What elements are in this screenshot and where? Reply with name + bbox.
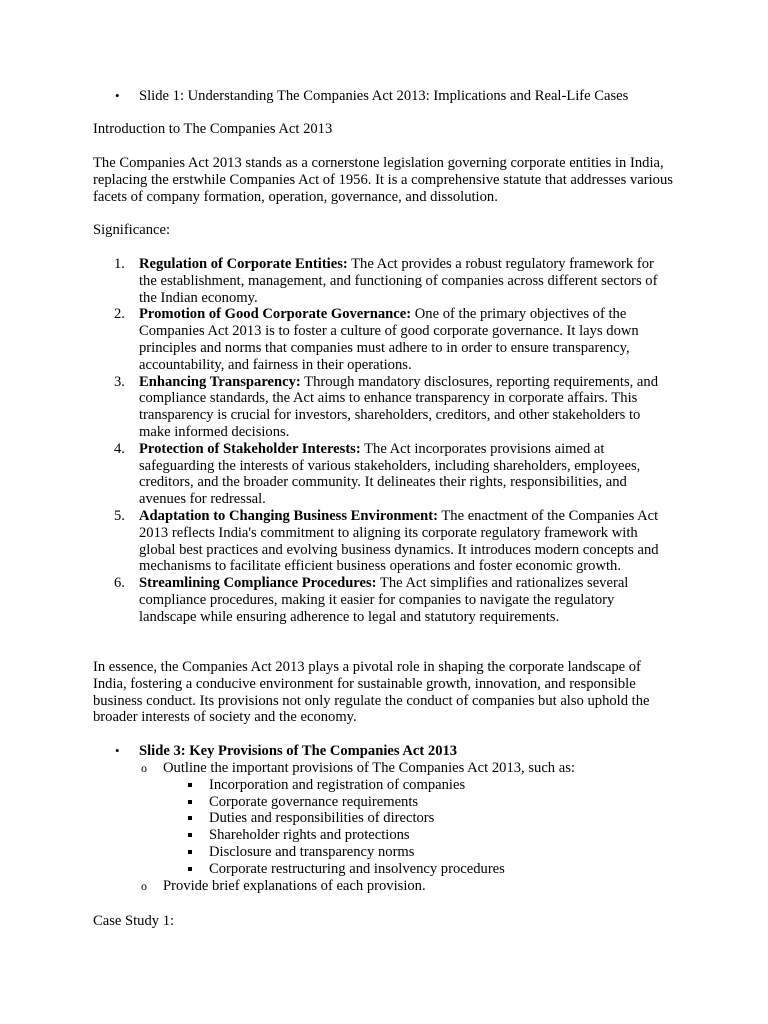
item-title: Promotion of Good Corporate Governance:: [139, 306, 412, 323]
square-bullet-icon: [188, 833, 192, 837]
slide1-list: [93, 88, 683, 105]
item-number: 5.: [114, 507, 125, 524]
item-text: One of the primary objectives of the Companies Act 2013 is to foster a culture of good corporate governance. It lays down principles and norms that companies must adhere to in order to ensure transparency, accountability, and fairness in their operations.: [139, 306, 639, 373]
provision-text: Corporate restructuring and insolvency procedures: [209, 860, 505, 877]
bullet-icon: •: [115, 743, 120, 758]
provision-text: Shareholder rights and protections: [209, 827, 410, 844]
item-number: 6.: [114, 575, 125, 592]
list-item: [139, 760, 729, 878]
item-title: Regulation of Corporate Entities:: [139, 256, 348, 272]
list-item: [185, 844, 729, 861]
item-number: 2.: [114, 306, 125, 323]
item-text: The Act provides a robust regulatory framework for the establishment, management, and functioning of companies across different sectors of the Indian economy.: [139, 256, 658, 306]
square-bullet-icon: [188, 867, 192, 871]
circle-bullet-icon: o: [141, 761, 147, 775]
list-item: [93, 306, 673, 373]
slide3-title: Slide 3: Key Provisions of The Companies Act 2013: [139, 743, 458, 759]
square-bullet-icon: [188, 800, 192, 804]
slide1-item: [93, 88, 683, 105]
item-number: 4.: [114, 440, 125, 457]
square-bullet-icon: [188, 816, 192, 820]
outline-text: Outline the important provisions of The Companies Act 2013, such as:: [163, 760, 575, 776]
provision-text: Corporate governance requirements: [209, 793, 419, 810]
list-item: [93, 374, 673, 441]
provision-text: Incorporation and registration of companies: [209, 776, 466, 793]
provision-text: Duties and responsibilities of directors: [209, 810, 435, 827]
list-item: [139, 878, 729, 895]
significance-list: [93, 256, 673, 626]
item-title: Adaptation to Changing Business Environment:: [139, 507, 438, 524]
significance-label: Significance:: [93, 222, 170, 238]
slide3-sublist: [139, 760, 729, 894]
slide3-list: [93, 743, 683, 760]
item-text: Through mandatory disclosures, reporting requirements, and compliance standards, the Act aims to enhance transparency in corporate affairs. This transparency is crucial for investors, shareholders, creditors, and other stakeholders to make informed decisions.: [139, 373, 658, 440]
provisions-list: [185, 777, 729, 878]
list-item: [93, 575, 673, 625]
item-title: Streamlining Compliance Procedures:: [139, 575, 377, 592]
item-number: 3.: [114, 373, 125, 390]
list-item: [93, 508, 673, 575]
list-item: [185, 861, 729, 878]
item-title: Protection of Stakeholder Interests:: [139, 440, 361, 457]
brief-text: Provide brief explanations of each provision.: [163, 877, 426, 894]
bullet-icon: •: [115, 88, 120, 103]
item-text: The Act incorporates provisions aimed at safeguarding the interests of various stakeholders, including shareholders, employees, creditors, and the broader community. It delineates their rights, responsibilities, and avenues for redressal.: [139, 440, 641, 508]
slide1-title: Slide 1: Understanding The Companies Act 2013: Implications and Real-Life Cases: [139, 88, 629, 104]
item-text: The Act simplifies and rationalizes several compliance procedures, making it easier for companies to navigate the regulatory landscape while ensuring adherence to legal and statutory requirements.: [139, 575, 629, 625]
slide3-item: [93, 743, 683, 760]
list-item: [185, 777, 729, 794]
item-number: 1.: [114, 256, 125, 272]
square-bullet-icon: [188, 783, 192, 787]
list-item: [93, 441, 673, 508]
item-title: Enhancing Transparency:: [139, 373, 301, 390]
provision-text: Disclosure and transparency norms: [209, 843, 415, 860]
circle-bullet-icon: o: [141, 878, 147, 893]
intro-heading: Introduction to The Companies Act 2013: [93, 121, 333, 137]
square-bullet-icon: [188, 850, 192, 854]
intro-paragraph: The Companies Act 2013 stands as a cornerstone legislation governing corporate entities in India, replacing the erstwhile Companies Act of 1956. It is a comprehensive statute that addresses various facets of company formation, operation, governance, and dissolution.: [93, 155, 673, 205]
list-item: [185, 794, 729, 811]
list-item: [93, 256, 673, 306]
case-study-label: Case Study 1:: [93, 913, 175, 929]
item-text: The enactment of the Companies Act 2013 reflects India's commitment to aligning its corporate regulatory framework with global best practices and evolving business dynamics. It introduces modern concepts and mechanisms to facilitate efficient business operations and foster economic growth.: [139, 507, 659, 575]
list-item: [185, 810, 729, 827]
list-item: [185, 827, 729, 844]
essence-paragraph: In essence, the Companies Act 2013 plays a pivotal role in shaping the corporate landscape of India, fostering a conducive environment for sustainable growth, innovation, and responsible business conduct. Its provisions not only regulate the conduct of companies but also uphold the broader interests of society and the economy.: [93, 659, 650, 726]
